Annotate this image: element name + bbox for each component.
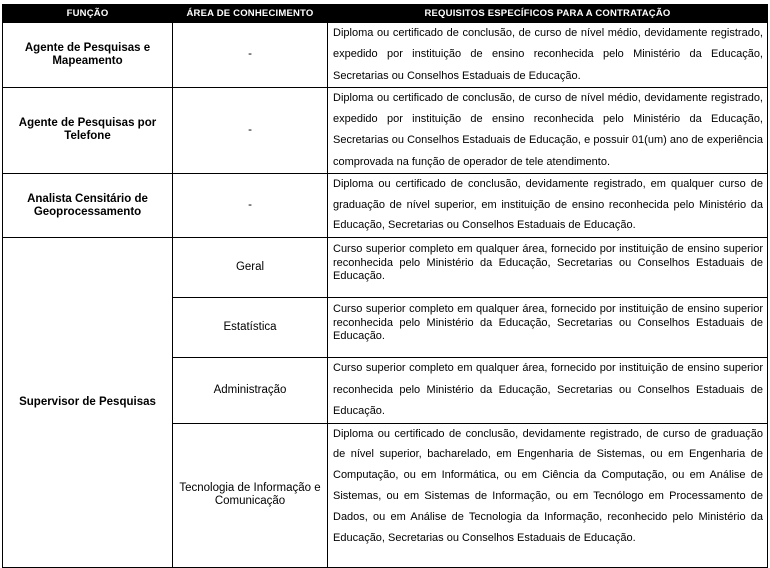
area-cell: - xyxy=(173,174,328,238)
area-cell: Estatística xyxy=(173,298,328,358)
area-cell: - xyxy=(173,23,328,88)
area-cell: - xyxy=(173,87,328,173)
table-row xyxy=(3,238,768,298)
header-funcao: FUNÇÃO xyxy=(3,5,173,23)
funcao-cell: Agente de Pesquisas e Mapeamento xyxy=(3,23,173,88)
requisitos-cell: Diploma ou certificado de conclusão, devidamente registrado, em qualquer curso de graduação de nível superior, em instituição de ensino reconhecida pelo Ministério da Educação, Secretarias ou Conselhos Estaduais de Educação. xyxy=(328,174,768,238)
requirements-table xyxy=(2,4,768,568)
area-cell: Administração xyxy=(173,358,328,424)
requisitos-cell: Diploma ou certificado de conclusão, devidamente registrado, de curso de graduação de nível superior, bacharelado, em Engenharia de Sistemas, ou em Engenharia de Computação, ou em Informática, ou em Ciência da Computação, ou em Análise de Sistemas, ou em Sistemas de Informação, ou em Tecnólogo em Processamento de Dados, ou em Análise de Tecnologia da Informação, reconhecido pelo Ministério da Educação, Secretarias ou Conselhos Estaduais de Educação. xyxy=(328,423,768,567)
requisitos-cell: Curso superior completo em qualquer área, fornecido por instituição de ensino superior reconhecida pelo Ministério da Educação, Secretarias ou Conselhos Estaduais de Educação. xyxy=(328,358,768,424)
table-row xyxy=(3,23,768,88)
requisitos-cell: Diploma ou certificado de conclusão, de curso de nível médio, devidamente registrado, expedido por instituição de ensino reconhecida pelo Ministério da Educação, Secretarias ou Conselhos Estaduais de Educação, e possuir 01(um) ano de experiência comprovada na função de operador de tele atendimento. xyxy=(328,87,768,173)
funcao-cell: Agente de Pesquisas por Telefone xyxy=(3,87,173,173)
area-cell: Tecnologia de Informação e Comunicação xyxy=(173,423,328,567)
requirements-table-container xyxy=(2,4,767,557)
requisitos-cell: Curso superior completo em qualquer área, fornecido por instituição de ensino superior reconhecida pelo Ministério da Educação, Secretarias ou Conselhos Estaduais de Educação. xyxy=(328,238,768,298)
table-row xyxy=(3,174,768,238)
funcao-cell-supervisor: Supervisor de Pesquisas xyxy=(3,238,173,568)
header-requisitos: REQUISITOS ESPECÍFICOS PARA A CONTRATAÇÃO xyxy=(328,5,768,23)
table-header-row xyxy=(3,5,768,23)
funcao-cell: Analista Censitário de Geoprocessamento xyxy=(3,174,173,238)
area-cell: Geral xyxy=(173,238,328,298)
table-row xyxy=(3,87,768,173)
requisitos-cell: Curso superior completo em qualquer área, fornecido por instituição de ensino superior reconhecida pelo Ministério da Educação, Secretarias ou Conselhos Estaduais de Educação. xyxy=(328,298,768,358)
requisitos-cell: Diploma ou certificado de conclusão, de curso de nível médio, devidamente registrado, expedido por instituição de ensino reconhecida pelo Ministério da Educação, Secretarias ou Conselhos Estaduais de Educação. xyxy=(328,23,768,88)
header-area-conhecimento: ÁREA DE CONHECIMENTO xyxy=(173,5,328,23)
